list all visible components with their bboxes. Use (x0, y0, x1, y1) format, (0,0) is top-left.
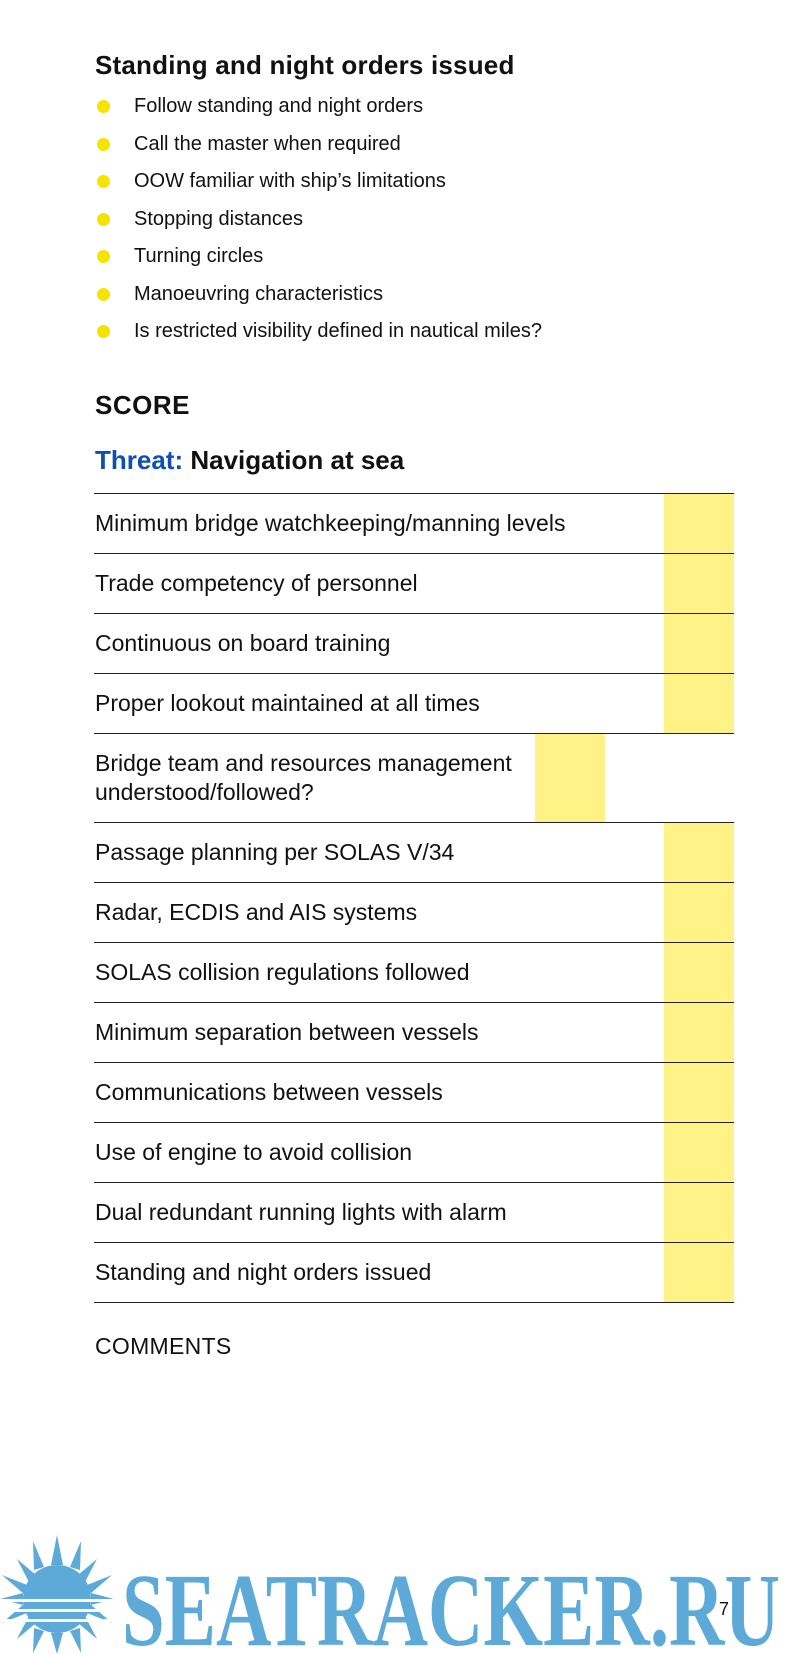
row-label: Minimum separation between vessels (95, 1019, 479, 1045)
row-label: Bridge team and resources management understood/followed? (95, 750, 512, 805)
sun-icon (0, 1535, 114, 1654)
bullet-icon (97, 288, 110, 301)
bullet-icon (97, 213, 110, 226)
section-title: Standing and night orders issued (95, 50, 515, 80)
table-row (94, 1183, 734, 1243)
threat-heading (95, 445, 404, 476)
row-label: Passage planning per SOLAS V/34 (95, 839, 455, 865)
score-cell[interactable] (664, 883, 734, 942)
score-cell[interactable] (664, 494, 734, 553)
score-cell[interactable] (664, 1063, 734, 1122)
table-row (94, 823, 734, 883)
table-row (94, 494, 734, 554)
table-row (94, 1003, 734, 1063)
table-row (94, 734, 734, 823)
bullet-icon (97, 100, 110, 113)
score-cell[interactable] (664, 943, 734, 1002)
table-row (94, 1243, 734, 1303)
list-item (95, 276, 542, 314)
score-table (94, 493, 734, 1303)
watermark-text: SEATRACKER.RU (122, 1553, 780, 1654)
row-label: Communications between vessels (95, 1079, 443, 1105)
bullet-icon (97, 138, 110, 151)
row-label: Proper lookout maintained at all times (95, 690, 480, 716)
score-cell[interactable] (664, 614, 734, 673)
score-cell[interactable] (664, 823, 734, 882)
table-row (94, 554, 734, 614)
bullet-text: Call the master when required (134, 132, 401, 155)
list-item (95, 201, 542, 239)
score-cell[interactable] (664, 1243, 734, 1302)
list-item (95, 163, 542, 201)
table-row (94, 614, 734, 674)
score-cell[interactable] (664, 1123, 734, 1182)
threat-label: Threat: (95, 445, 184, 475)
bullet-text: Is restricted visibility defined in nautical miles? (134, 320, 542, 343)
row-label: Trade competency of personnel (95, 570, 418, 596)
row-label: Continuous on board training (95, 630, 391, 656)
threat-name: Navigation at sea (190, 445, 405, 475)
bullet-icon (97, 325, 110, 338)
row-label: Radar, ECDIS and AIS systems (95, 899, 418, 925)
score-cell[interactable] (535, 734, 605, 822)
score-cell[interactable] (664, 1003, 734, 1062)
table-row (94, 1063, 734, 1123)
score-cell[interactable] (664, 554, 734, 613)
table-row (94, 1123, 734, 1183)
table-row (94, 943, 734, 1003)
bullet-text: Manoeuvring characteristics (134, 282, 383, 305)
comments-label: COMMENTS (95, 1333, 232, 1359)
score-cell[interactable] (664, 1183, 734, 1242)
list-item (95, 238, 542, 276)
bullet-text: OOW familiar with ship’s limitations (134, 170, 446, 193)
bullet-text: Follow standing and night orders (134, 95, 424, 118)
list-item (95, 126, 542, 164)
row-label: Minimum bridge watchkeeping/manning levels (95, 510, 566, 536)
score-cell[interactable] (664, 674, 734, 733)
watermark-logo (0, 1535, 788, 1654)
table-row (94, 674, 734, 734)
score-heading: SCORE (95, 390, 190, 420)
row-label: SOLAS collision regulations followed (95, 959, 470, 985)
bullet-icon (97, 175, 110, 188)
row-label: Use of engine to avoid collision (95, 1139, 413, 1165)
bullet-text: Turning circles (134, 245, 264, 268)
list-item (95, 313, 542, 351)
bullet-list (95, 88, 542, 351)
list-item (95, 88, 542, 126)
row-label: Standing and night orders issued (95, 1259, 432, 1285)
row-label: Dual redundant running lights with alarm (95, 1199, 507, 1225)
bullet-icon (97, 250, 110, 263)
table-row (94, 883, 734, 943)
bullet-text: Stopping distances (134, 207, 304, 230)
page-number: 7 (719, 1599, 730, 1619)
